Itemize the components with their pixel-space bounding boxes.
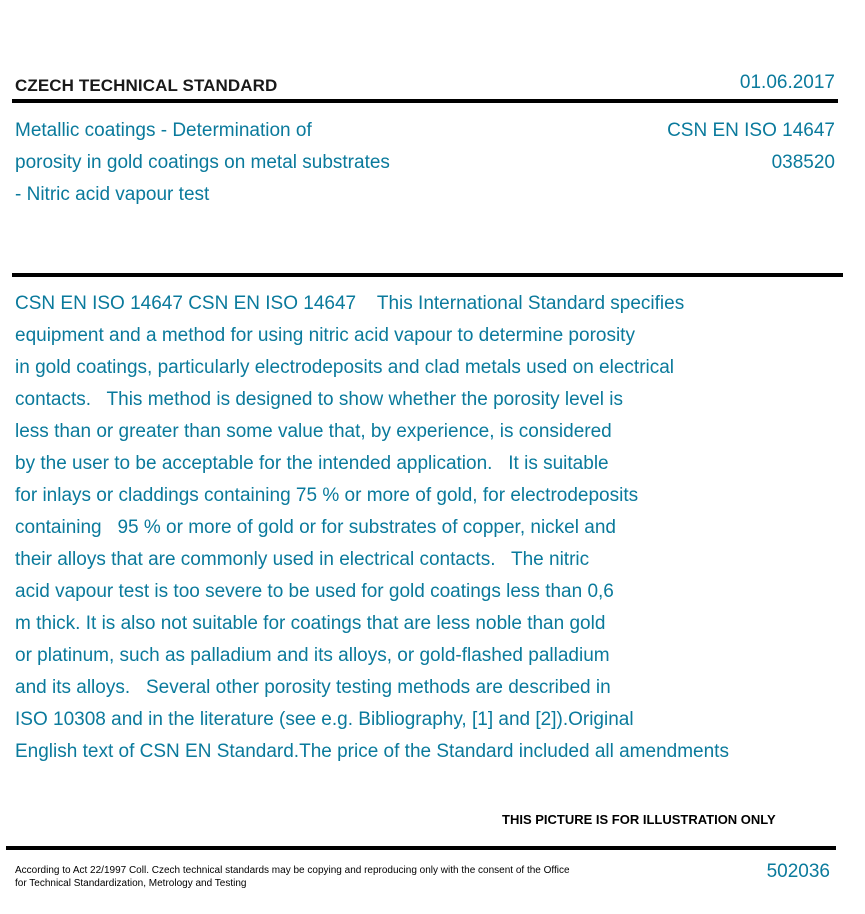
legal-notice-line: for Technical Standardization, Metrology and Testing: [15, 878, 247, 889]
standard-number: CSN EN ISO 14647: [667, 120, 835, 141]
title-divider: [12, 273, 843, 277]
title-line: porosity in gold coatings on metal substrates: [15, 152, 390, 173]
abstract-line: contacts. This method is designed to show whether the porosity level is: [15, 389, 623, 410]
legal-notice-line: According to Act 22/1997 Coll. Czech technical standards may be copying and reproducing only with the consent of the Office: [15, 865, 570, 876]
abstract-line: by the user to be acceptable for the intended application. It is suitable: [15, 453, 609, 474]
abstract-line: containing 95 % or more of gold or for substrates of copper, nickel and: [15, 517, 616, 538]
abstract-line: m thick. It is also not suitable for coatings that are less noble than gold: [15, 613, 606, 634]
abstract-line: or platinum, such as palladium and its alloys, or gold-flashed palladium: [15, 645, 610, 666]
title-line: - Nitric acid vapour test: [15, 184, 210, 205]
legal-notice: [15, 864, 615, 890]
publication-date: 01.06.2017: [739, 72, 835, 93]
illustration-disclaimer: THIS PICTURE IS FOR ILLUSTRATION ONLY: [502, 812, 776, 827]
abstract-line: acid vapour test is too severe to be used for gold coatings less than 0,6: [15, 581, 614, 602]
abstract-line: ISO 10308 and in the literature (see e.g. Bibliography, [1] and [2]).Original: [15, 709, 634, 730]
title-line: Metallic coatings - Determination of: [15, 120, 312, 141]
abstract-line: less than or greater than some value that, by experience, is considered: [15, 421, 612, 442]
classification-code: 038520: [771, 152, 835, 173]
abstract-line: CSN EN ISO 14647 CSN EN ISO 14647 This International Standard specifies: [15, 293, 685, 314]
document-type-label: CZECH TECHNICAL STANDARD: [15, 76, 278, 95]
standard-title: [15, 115, 475, 211]
abstract-line: and its alloys. Several other porosity testing methods are described in: [15, 677, 611, 698]
header-divider: [12, 99, 838, 103]
abstract-line: in gold coatings, particularly electrodeposits and clad metals used on electrical: [15, 357, 675, 378]
abstract-line: for inlays or claddings containing 75 % or more of gold, for electrodeposits: [15, 485, 639, 506]
standard-abstract: [15, 288, 845, 768]
abstract-line: English text of CSN EN Standard.The price of the Standard included all amendments: [15, 741, 729, 762]
abstract-line: equipment and a method for using nitric acid vapour to determine porosity: [15, 325, 635, 346]
footer-divider: [6, 846, 836, 850]
abstract-line: their alloys that are commonly used in electrical contacts. The nitric: [15, 549, 590, 570]
footer-catalog-code: 502036: [766, 861, 830, 882]
